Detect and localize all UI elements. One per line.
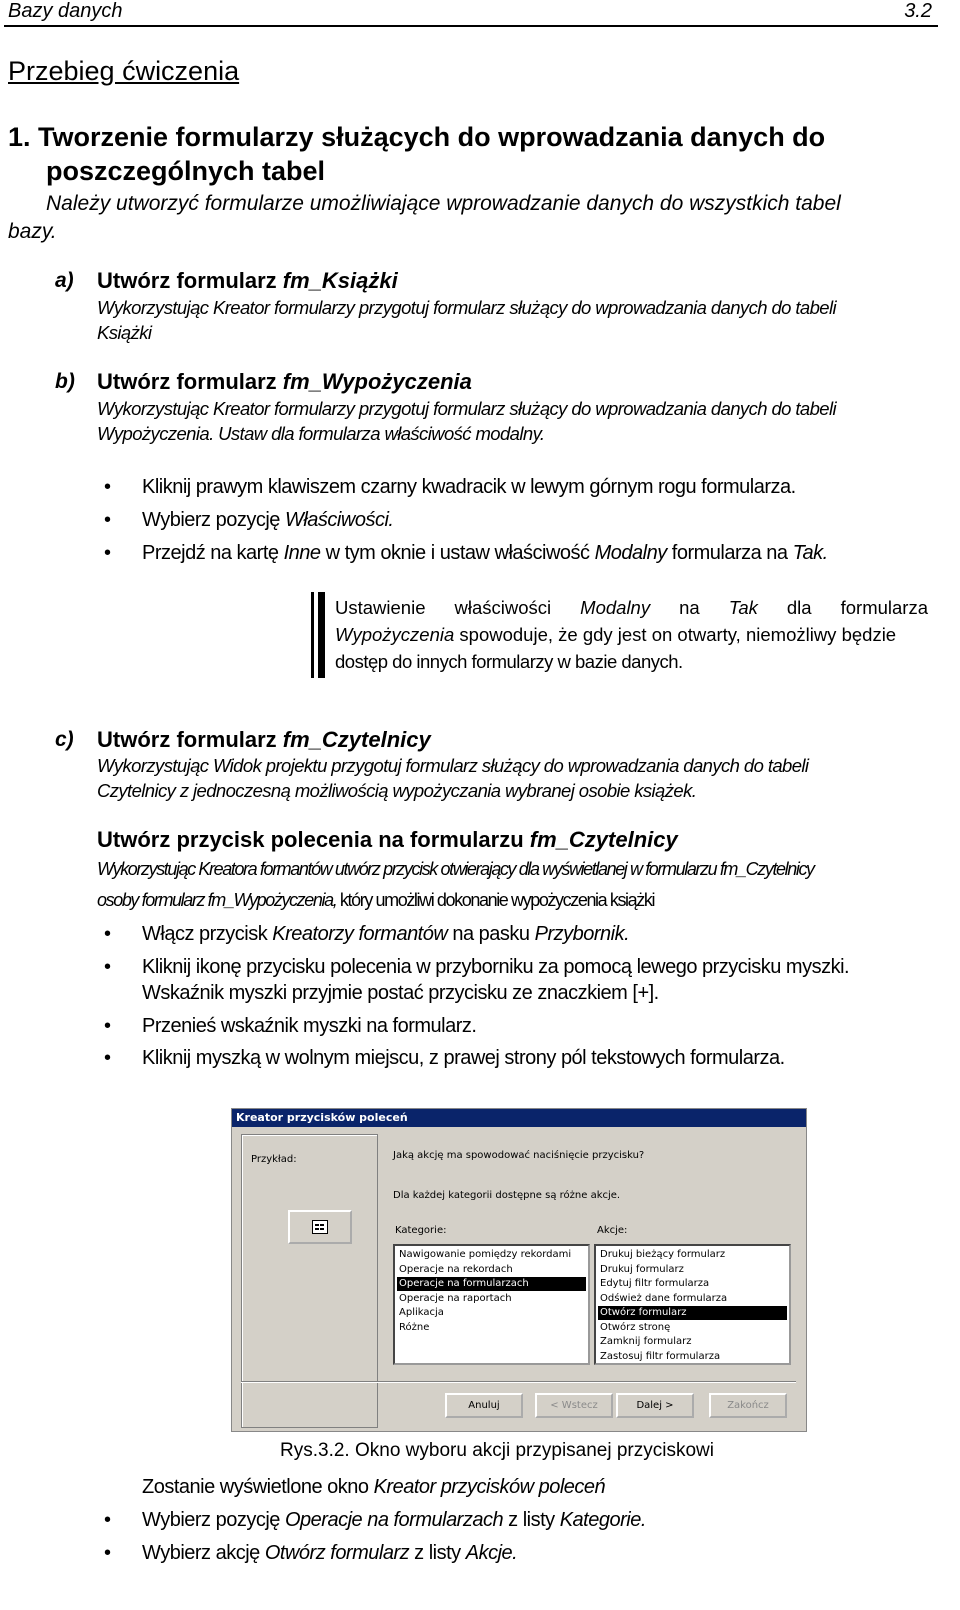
- task-c-title-form: fm_Czytelnicy: [282, 727, 431, 752]
- task-c-bullet-1: [142, 923, 629, 946]
- bullet-text: z listy: [409, 1542, 466, 1564]
- task-c-bullet-4: Kliknij myszką w wolnym miejscu, z prawej strony pól tekstowych formularza.: [142, 1047, 785, 1069]
- task-c-letter: c): [55, 728, 74, 751]
- task-a-title: [97, 268, 398, 294]
- example-panel: [241, 1134, 378, 1428]
- after-line: [142, 1476, 605, 1499]
- bullet-dot: •: [104, 1047, 112, 1069]
- bullet-dot: •: [104, 542, 112, 564]
- subdesc-italic: osoby formularz fm_Wypożyczenia,: [97, 890, 337, 910]
- note-line2: [335, 624, 896, 646]
- note-word: Ustawienie: [335, 597, 426, 618]
- category-item[interactable]: Operacje na formularzach: [397, 1277, 586, 1291]
- next-button[interactable]: Dalej >: [616, 1393, 694, 1418]
- task-a-desc1: Wykorzystując Kreator formularzy przygotuj formularz służący do wprowadzania danych do tabeli: [97, 297, 837, 318]
- category-item[interactable]: Nawigowanie pomiędzy rekordami: [399, 1249, 572, 1260]
- task-b-bullet-3: [142, 542, 828, 565]
- note-word: formularza: [840, 597, 928, 618]
- bullet-dot: •: [104, 956, 112, 978]
- bullet-text: formularza na: [666, 542, 793, 564]
- task-c-subdesc2: [97, 890, 654, 911]
- task-c-subtitle: [97, 827, 678, 853]
- after-text: Zostanie wyświetlone okno: [142, 1476, 374, 1498]
- bullet-text: z listy: [503, 1509, 560, 1531]
- task-c-bullet-2-cont: Wskaźnik myszki przyjmie postać przycisku ze znaczkiem [+].: [142, 982, 659, 1004]
- form-icon: [312, 1220, 328, 1234]
- bullet-italic: Otwórz formularz: [264, 1542, 410, 1564]
- section-title: Przebieg ćwiczenia: [8, 56, 240, 86]
- bullet-text: w tym oknie i ustaw właściwość: [320, 542, 595, 564]
- bullet-dot: •: [104, 1509, 112, 1531]
- question-label: Jaką akcję ma spowodować naciśnięcie przycisku?: [393, 1150, 645, 1161]
- note-text: spowoduje, że gdy jest on otwarty, niemożliwy będzie: [454, 624, 897, 645]
- category-item[interactable]: Operacje na raportach: [399, 1292, 512, 1304]
- example-label: Przykład:: [251, 1154, 297, 1165]
- task-b-title: [97, 369, 472, 395]
- bullet-text: Wybierz pozycję: [142, 1509, 285, 1531]
- bullet-italic: Kategorie.: [559, 1509, 646, 1531]
- intro-line2: bazy.: [8, 220, 57, 243]
- bullet-text: Włącz przycisk: [142, 923, 273, 945]
- task-a-desc2: Książki: [97, 322, 152, 343]
- actions-label: Akcje:: [597, 1225, 628, 1236]
- bullet-italic: Przybornik.: [534, 923, 630, 945]
- task-c-title: [97, 727, 431, 753]
- bullet-dot: •: [104, 1542, 112, 1564]
- bullet-text: Wybierz pozycję: [142, 509, 285, 531]
- bullet-italic: Akcje.: [465, 1542, 518, 1564]
- note-word: dla: [786, 597, 812, 618]
- dialog-separator: [241, 1381, 796, 1383]
- task-b-letter: b): [55, 370, 75, 393]
- action-item[interactable]: Odśwież dane formularza: [600, 1292, 728, 1304]
- task-b-desc2: Wypożyczenia. Ustaw dla formularza właściwość modalny.: [97, 423, 545, 444]
- subtitle-text: Utwórz przycisk polecenia na formularzu: [97, 827, 530, 852]
- example-button-preview: [288, 1210, 352, 1244]
- task-a-title-form: fm_Książki: [282, 268, 398, 293]
- heading-1-line1: 1. Tworzenie formularzy służących do wprowadzania danych do: [8, 122, 826, 152]
- header-left: Bazy danych: [8, 0, 123, 22]
- bullet-italic: Kreatorzy formantów: [272, 923, 448, 945]
- dialog-title: Kreator przycisków poleceń: [232, 1109, 806, 1127]
- bullet-dot: •: [104, 509, 112, 531]
- bullet-dot: •: [104, 476, 112, 498]
- action-item[interactable]: Zamknij formularz: [600, 1336, 692, 1347]
- info-label: Dla każdej kategorii dostępne są różne akcje.: [393, 1190, 621, 1201]
- heading-1-line2: poszczególnych tabel: [46, 156, 326, 186]
- subdesc-text: który umożliwi dokonanie wypożyczenia książki: [336, 890, 655, 910]
- bullet-dot: •: [104, 923, 112, 945]
- subtitle-form: fm_Czytelnicy: [529, 827, 678, 852]
- task-a-letter: a): [55, 269, 74, 292]
- action-item[interactable]: Otwórz stronę: [600, 1321, 671, 1333]
- bullet-italic: Operacje na formularzach: [284, 1509, 504, 1531]
- note-italic: Wypożyczenia: [335, 624, 455, 645]
- finish-button[interactable]: Zakończ: [709, 1393, 787, 1418]
- task-b-title-text: Utwórz formularz: [97, 369, 283, 394]
- note-bar: [318, 592, 325, 678]
- note-word: właściwości: [454, 597, 552, 618]
- task-c-bullet-3: Przenieś wskaźnik myszki na formularz.: [142, 1015, 477, 1037]
- category-item[interactable]: Aplikacja: [399, 1307, 444, 1318]
- task-c-bullet-2: Kliknij ikonę przycisku polecenia w przyborniku za pomocą lewego przycisku myszki.: [142, 956, 850, 978]
- task-c-desc1: Wykorzystując Widok projektu przygotuj formularz służący do wprowadzania danych do tabeli: [97, 755, 809, 776]
- back-button[interactable]: < Wstecz: [535, 1393, 613, 1418]
- category-item[interactable]: Operacje na rekordach: [399, 1263, 513, 1275]
- task-b-desc1: Wykorzystując Kreator formularzy przygotuj formularz służący do wprowadzania danych do tabeli: [97, 398, 837, 419]
- cancel-button[interactable]: Anuluj: [445, 1393, 523, 1418]
- task-c-desc2: Czytelnicy z jednoczesną możliwością wypożyczania wybranej osobie książek.: [97, 780, 697, 801]
- after-bullet-2: [142, 1542, 517, 1565]
- command-button-wizard-dialog: [231, 1108, 807, 1432]
- after-bullet-1: [142, 1509, 646, 1532]
- task-c-subdesc1: Wykorzystując Kreatora formantów utwórz przycisk otwierający dla wyświetlanej w formularzu fm_Czytelnicy: [97, 859, 814, 879]
- note-word: Modalny: [580, 597, 651, 618]
- bullet-text: Przejdź na kartę: [142, 542, 284, 564]
- action-item[interactable]: Drukuj formularz: [600, 1263, 684, 1275]
- bullet-text: Wybierz akcję: [142, 1542, 265, 1564]
- category-item[interactable]: Różne: [399, 1321, 430, 1333]
- header-page-number: 3.2: [904, 0, 932, 22]
- header-divider: [4, 25, 938, 27]
- intro-line1: Należy utworzyć formularze umożliwiające wprowadzanie danych do wszystkich tabel: [46, 192, 841, 215]
- bullet-italic: Modalny: [594, 542, 667, 564]
- task-b-bullet-1: Kliknij prawym klawiszem czarny kwadracik w lewym górnym rogu formularza.: [142, 476, 796, 498]
- task-c-title-text: Utwórz formularz: [97, 727, 283, 752]
- task-a-title-text: Utwórz formularz: [97, 268, 283, 293]
- after-italic: Kreator przycisków poleceń: [373, 1476, 606, 1498]
- bullet-italic: Właściwości.: [284, 509, 394, 531]
- note-line1: [335, 597, 928, 619]
- figure-caption: Rys.3.2. Okno wyboru akcji przypisanej przyciskowi: [280, 1440, 714, 1461]
- bullet-dot: •: [104, 1015, 112, 1037]
- bullet-italic: Tak.: [792, 542, 828, 564]
- note-word: na: [679, 597, 700, 618]
- note-bar: [311, 592, 314, 678]
- action-item[interactable]: Zastosuj filtr formularza: [600, 1350, 721, 1362]
- action-item[interactable]: Drukuj bieżący formularz: [600, 1249, 726, 1260]
- categories-list[interactable]: [393, 1244, 590, 1365]
- note-word: Tak: [728, 597, 758, 618]
- actions-list[interactable]: [594, 1244, 791, 1365]
- categories-label: Kategorie:: [395, 1225, 447, 1236]
- bullet-italic: Inne: [283, 542, 321, 564]
- note-line3: dostęp do innych formularzy w bazie danych.: [335, 651, 683, 672]
- action-item[interactable]: Otwórz formularz: [598, 1306, 787, 1320]
- action-item[interactable]: Edytuj filtr formularza: [600, 1278, 710, 1289]
- task-b-bullet-2: [142, 509, 393, 532]
- task-b-title-form: fm_Wypożyczenia: [282, 369, 472, 394]
- bullet-text: na pasku: [447, 923, 535, 945]
